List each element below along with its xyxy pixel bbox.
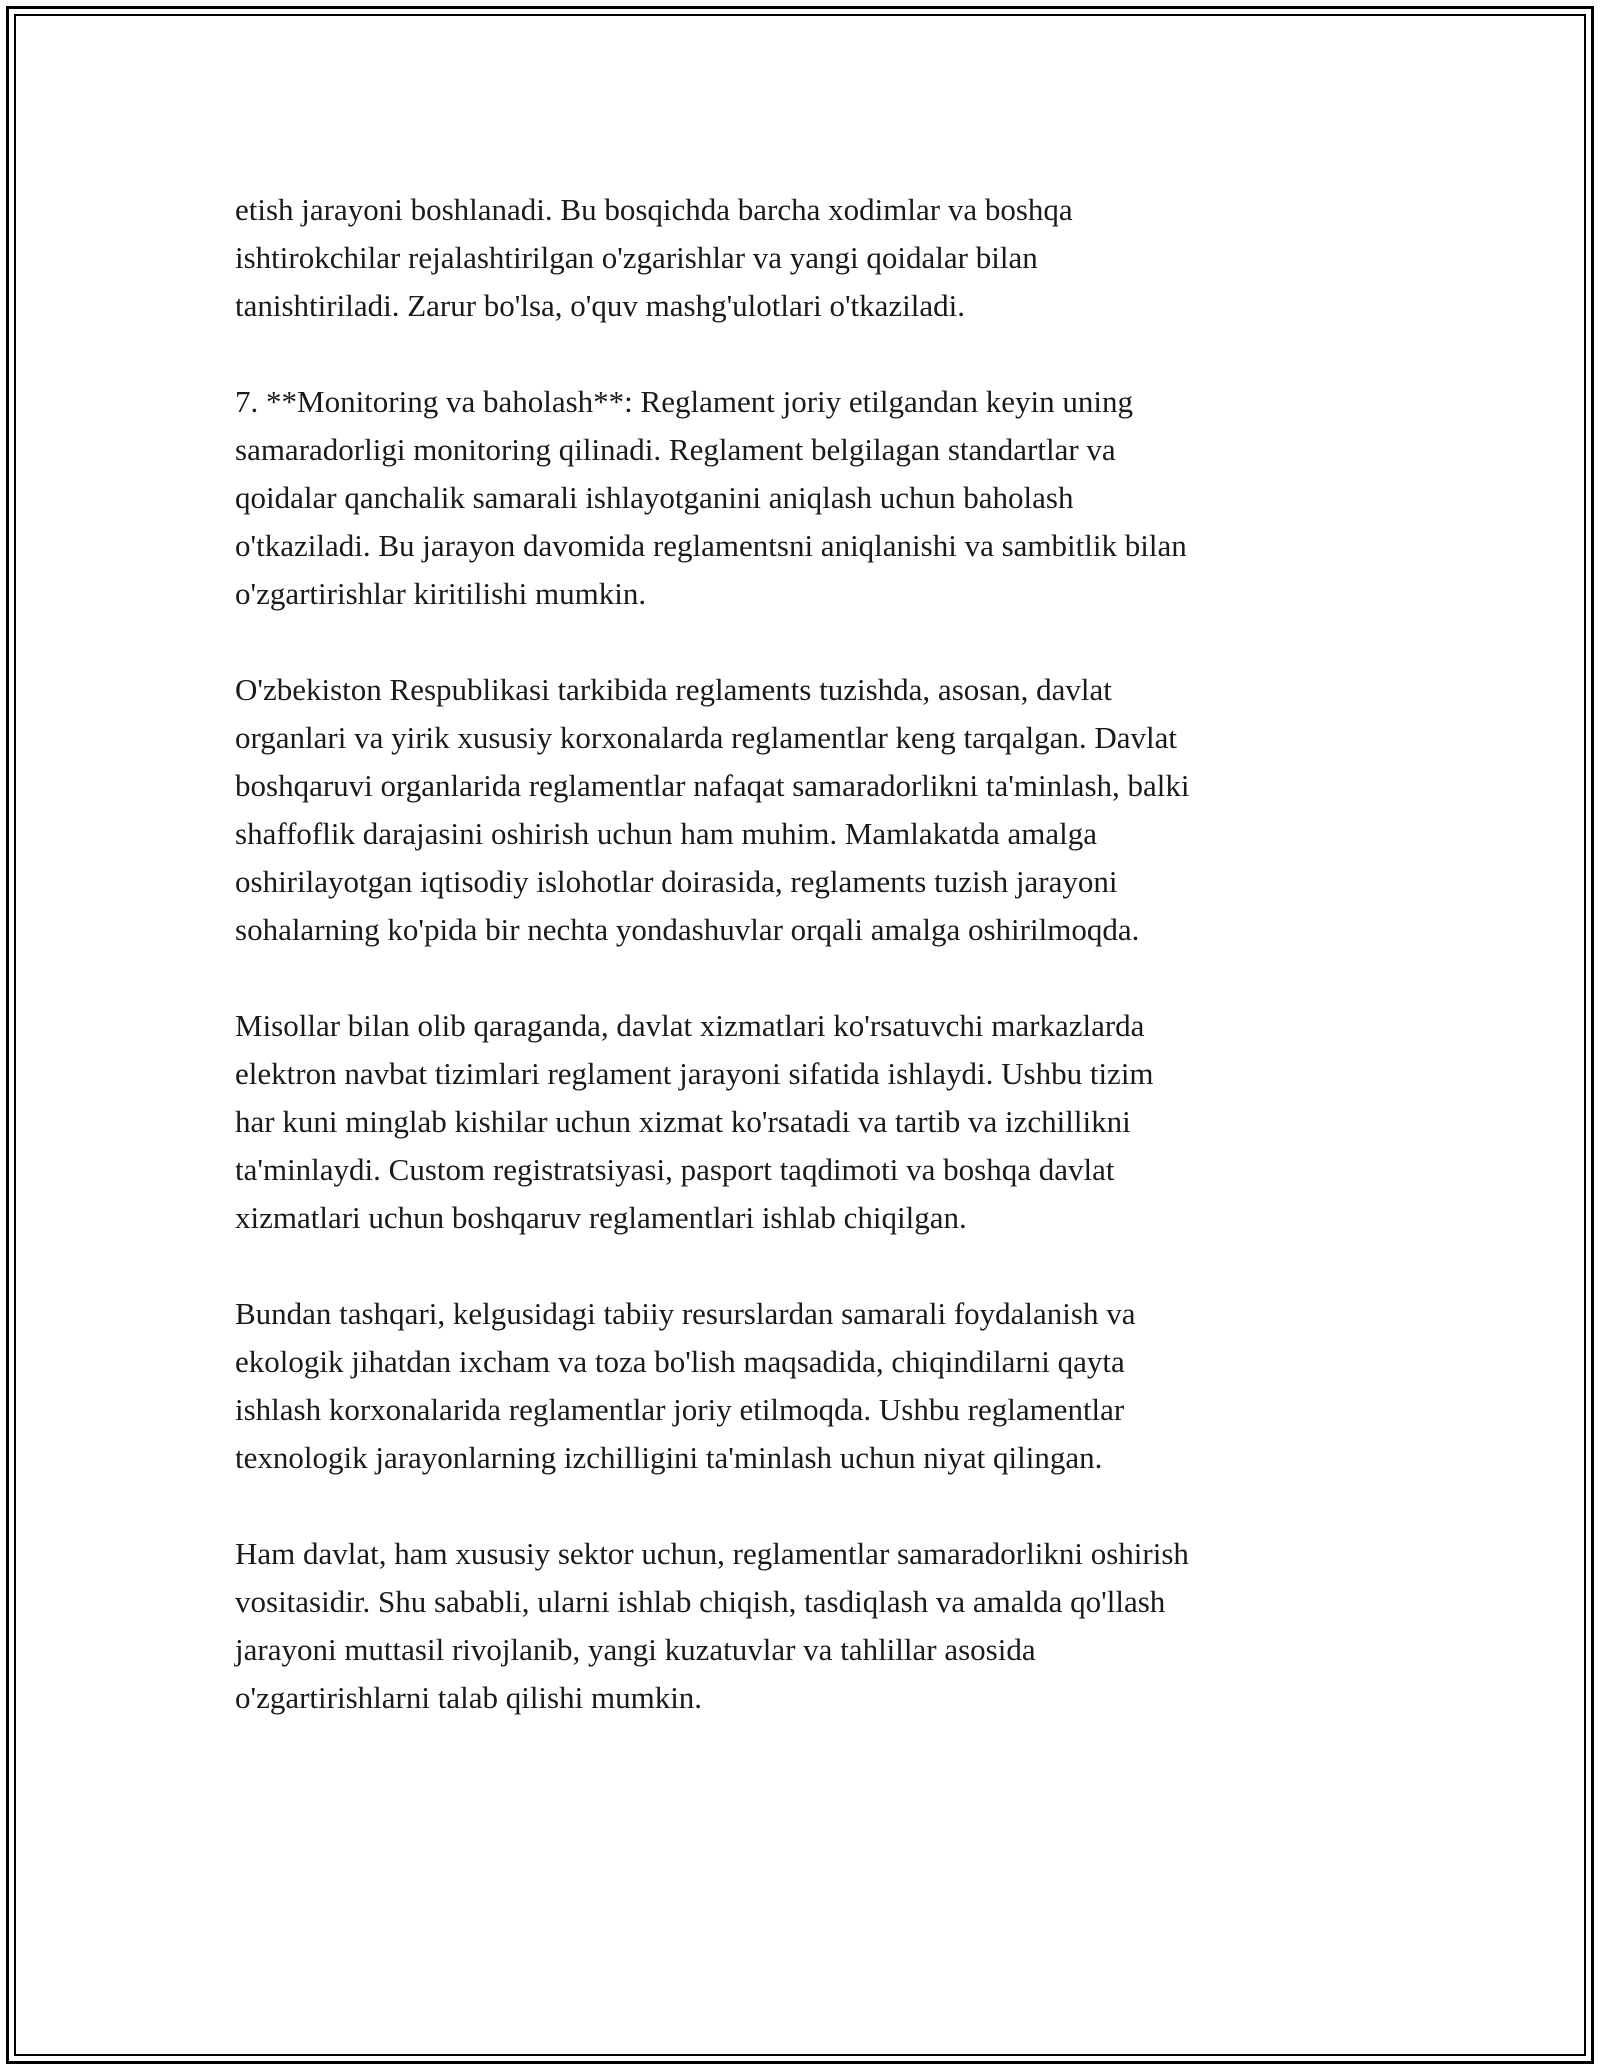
paragraph-monitoring: 7. **Monitoring va baholash**: Reglament joriy etilgandan keyin uning samaradorligi monitoring qilinadi. Reglament belgilagan standartlar va qoidalar qanchalik samarali ishlayotganini aniqlash uchun baholash o'tkaziladi. Bu jarayon davomida reglamentsni aniqlanishi va sambitlik bilan o'zgartirishlar kiritilishi mumkin. xyxy=(235,384,1187,611)
paragraph-ecology: Bundan tashqari, kelgusidagi tabiiy resurslardan samarali foydalanish va ekologik jihatdan ixcham va toza bo'lish maqsadida, chiqindilarni qayta ishlash korxonalarida reglamentlar joriy etilmoqda. Ushbu reglamentlar texnologik jarayonlarning izchilligini ta'minlash uchun niyat qilingan. xyxy=(235,1296,1136,1475)
document-body xyxy=(235,186,1405,1722)
paragraph-uzbekistan: O'zbekiston Respublikasi tarkibida reglaments tuzishda, asosan, davlat organlari va yirik xususiy korxonalarda reglamentlar keng tarqalgan. Davlat boshqaruvi organlarida reglamentlar nafaqat samaradorlikni ta'minlash, balki shaffoflik darajasini oshirish uchun ham muhim. Mamlakatda amalga oshirilayotgan iqtisodiy islohotlar doirasida, reglaments tuzish jarayoni sohalarning ko'pida bir nechta yondashuvlar orqali amalga oshirilmoqda. xyxy=(235,672,1190,947)
paragraph-conclusion: Ham davlat, ham xususiy sektor uchun, reglamentlar samaradorlikni oshirish vositasidir. Shu sababli, ularni ishlab chiqish, tasdiqlash va amalda qo'llash jarayoni muttasil rivojlanib, yangi kuzatuvlar va tahlillar asosida o'zgartirishlarni talab qilishi mumkin. xyxy=(235,1536,1189,1715)
paragraph-examples: Misollar bilan olib qaraganda, davlat xizmatlari ko'rsatuvchi markazlarda elektron navbat tizimlari reglament jarayoni sifatida ishlaydi. Ushbu tizim har kuni minglab kishilar uchun xizmat ko'rsatadi va tartib va izchillikni ta'minlaydi. Custom registratsiyasi, pasport taqdimoti va boshqa davlat xizmatlari uchun boshqaruv reglamentlari ishlab chiqilgan. xyxy=(235,1008,1154,1235)
paragraph-training: etish jarayoni boshlanadi. Bu bosqichda barcha xodimlar va boshqa ishtirokchilar rejalashtirilgan o'zgarishlar va yangi qoidalar bilan tanishtiriladi. Zarur bo'lsa, o'quv mashg'ulotlari o'tkaziladi. xyxy=(235,192,1073,323)
